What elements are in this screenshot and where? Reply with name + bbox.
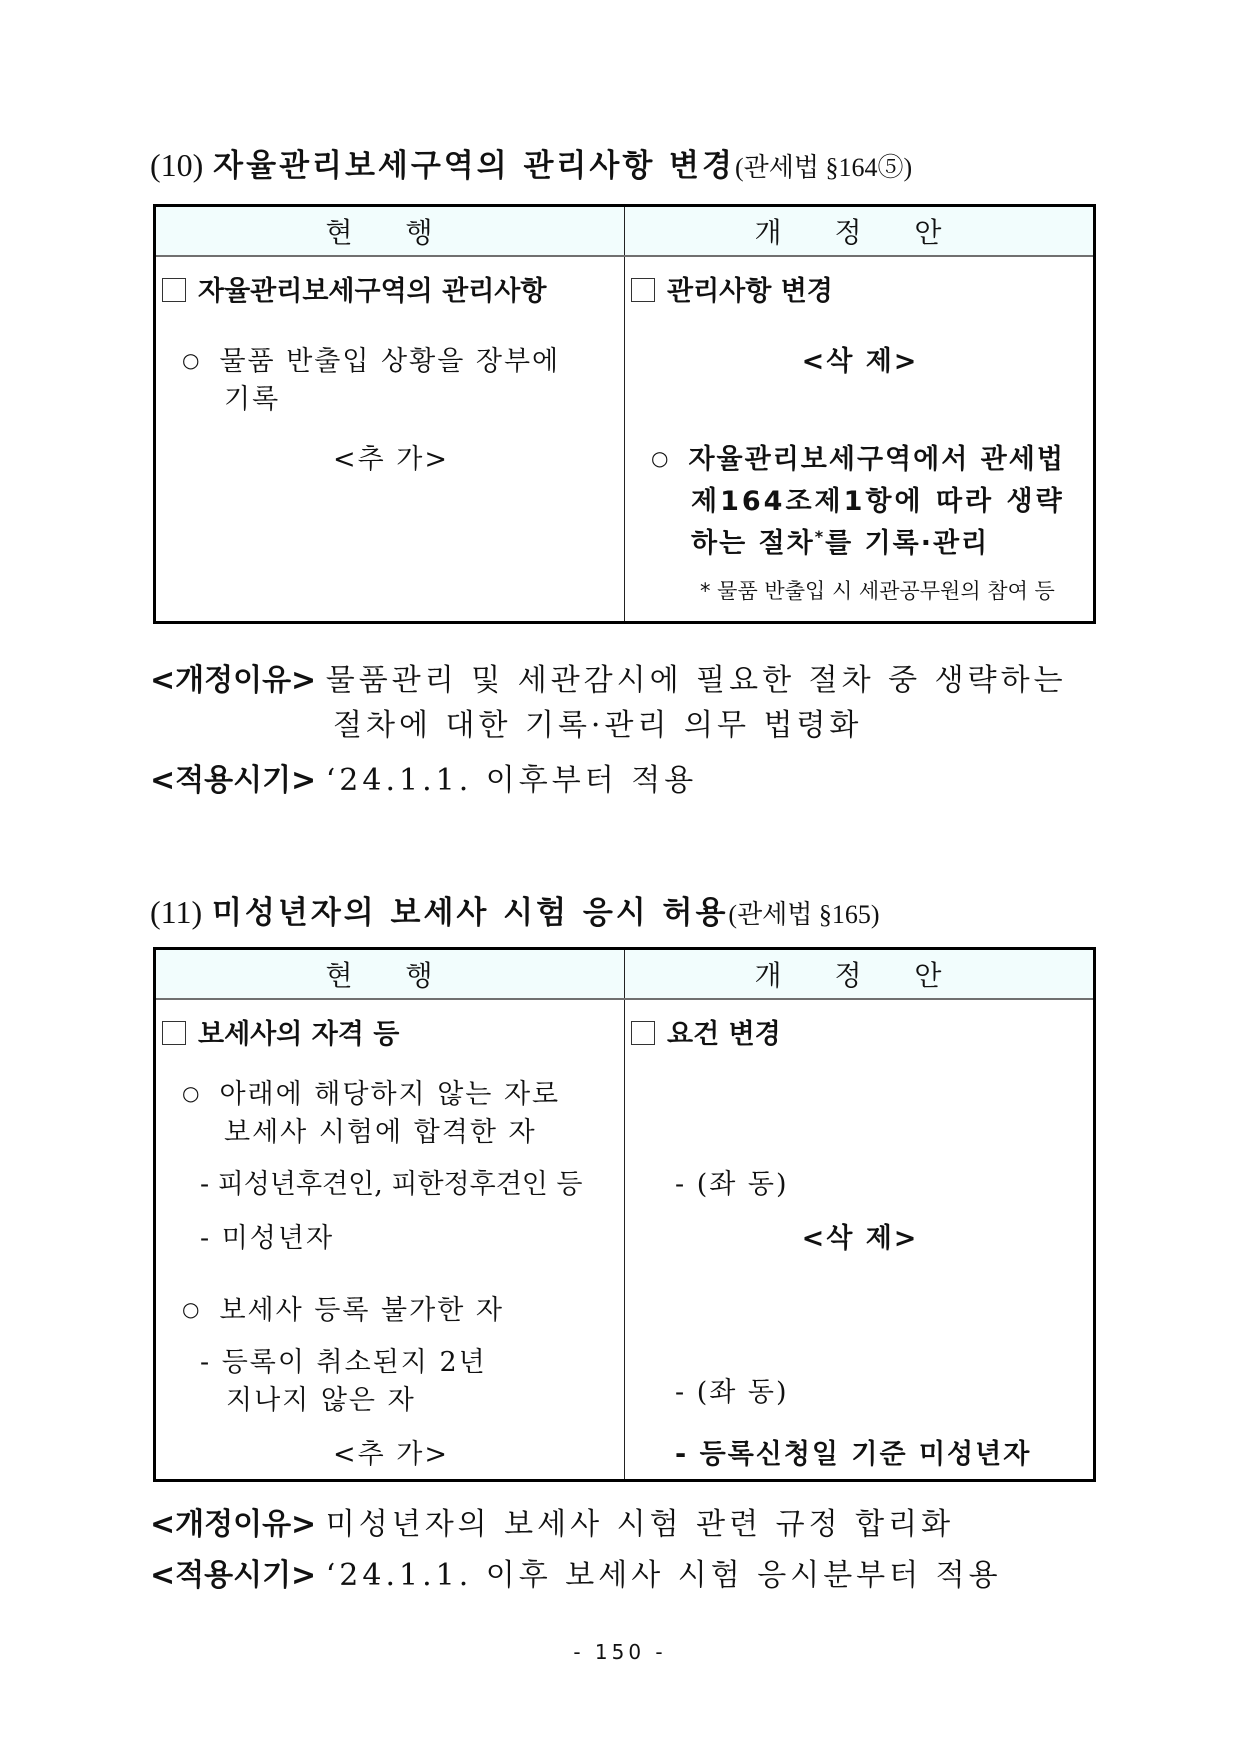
current-heading: 보세사의 자격 등 xyxy=(162,1012,399,1051)
checkbox-square-icon xyxy=(631,1021,655,1045)
checkbox-square-icon xyxy=(162,1021,186,1045)
bullet-circle-icon: ○ xyxy=(182,1297,202,1321)
effective-text: ‘24.1.1. 이후 보세사 시험 응시분부터 적용 xyxy=(325,1558,1002,1593)
reason-11 xyxy=(150,1504,954,1546)
bullet-circle-icon: ○ xyxy=(182,348,202,372)
reason-10-cont: 절차에 대한 기록·관리 의무 법령화 xyxy=(333,708,863,743)
current-bullet-2: ○ 보세사 등록 불가한 자 xyxy=(182,1295,504,1326)
effective-text: ‘24.1.1. 이후부터 적용 xyxy=(325,763,698,798)
current-dash-3-cont: 지나지 않은 자 xyxy=(226,1385,416,1416)
deleted-marker: <삭 제> xyxy=(801,346,919,377)
header-proposed: 개 정 안 xyxy=(625,206,1095,257)
proposed-cell xyxy=(625,999,1095,1481)
checkbox-square-icon xyxy=(162,278,186,302)
bullet-circle-icon: ○ xyxy=(182,1081,202,1105)
effective-label: <적용시기> xyxy=(150,763,317,798)
reason-label: <개정이유> xyxy=(150,663,317,698)
proposed-cell xyxy=(625,256,1095,623)
new-requirement: - 등록신청일 기준 미성년자 xyxy=(675,1439,1032,1470)
current-bullet-1: ○ 물품 반출입 상황을 장부에 xyxy=(182,346,561,377)
checkbox-square-icon xyxy=(631,278,655,302)
comparison-table-11 xyxy=(153,947,1096,1482)
proposed-bullet-1-line3: 하는 절차*를 기록·관리 xyxy=(691,527,990,559)
header-current: 현 행 xyxy=(155,206,625,257)
proposed-heading: 관리사항 변경 xyxy=(631,269,833,308)
current-bullet-1-cont: 보세사 시험에 합격한 자 xyxy=(224,1117,537,1148)
law-reference: (관세법 §164⑤) xyxy=(734,153,913,182)
current-heading: 자율관리보세구역의 관리사항 xyxy=(162,269,546,308)
section-10-title xyxy=(150,145,912,188)
current-dash-2: - 미성년자 xyxy=(200,1223,335,1254)
comparison-table-10 xyxy=(153,204,1096,624)
deleted-marker: <삭 제> xyxy=(801,1223,919,1254)
effective-label: <적용시기> xyxy=(150,1558,317,1593)
proposed-heading: 요건 변경 xyxy=(631,1012,781,1051)
section-number: (11) xyxy=(150,894,203,930)
effective-date-10 xyxy=(150,760,697,802)
reason-10 xyxy=(150,660,1067,702)
proposed-bullet-1-line2: 제164조제1항에 따라 생략 xyxy=(691,486,1065,517)
section-heading: 자율관리보세구역의 관리사항 변경 xyxy=(213,148,735,184)
current-cell xyxy=(155,999,625,1481)
added-marker: <추 가> xyxy=(333,444,449,475)
current-dash-1: - 피성년후견인, 피한정후견인 등 xyxy=(200,1169,583,1200)
current-bullet-1-cont: 기록 xyxy=(224,384,281,415)
bullet-circle-icon: ○ xyxy=(651,446,671,470)
proposed-bullet-1: ○ 자율관리보세구역에서 관세법 xyxy=(651,444,1065,475)
reason-text: 미성년자의 보세사 시험 관련 규정 합리화 xyxy=(325,1507,955,1542)
current-dash-3: - 등록이 취소된지 2년 xyxy=(200,1347,487,1378)
section-11-title xyxy=(150,892,880,935)
footnote-marker: * xyxy=(814,527,826,546)
law-reference: (관세법 §165) xyxy=(728,900,880,929)
section-heading: 미성년자의 보세사 시험 응시 허용 xyxy=(211,895,729,931)
effective-date-11 xyxy=(150,1555,1002,1597)
header-current: 현 행 xyxy=(155,949,625,1000)
current-cell xyxy=(155,256,625,623)
same-as-left-2: - (좌 동) xyxy=(675,1377,789,1408)
added-marker: <추 가> xyxy=(333,1439,449,1470)
page-number: - 150 - xyxy=(573,1640,667,1664)
reason-label: <개정이유> xyxy=(150,1507,317,1542)
same-as-left-1: - (좌 동) xyxy=(675,1169,789,1200)
header-proposed: 개 정 안 xyxy=(625,949,1095,1000)
reason-text: 물품관리 및 세관감시에 필요한 절차 중 생략하는 xyxy=(325,663,1067,698)
current-bullet-1: ○ 아래에 해당하지 않는 자로 xyxy=(182,1079,561,1110)
footnote: * 물품 반출입 시 세관공무원의 참여 등 xyxy=(700,579,1055,603)
section-number: (10) xyxy=(150,147,204,183)
